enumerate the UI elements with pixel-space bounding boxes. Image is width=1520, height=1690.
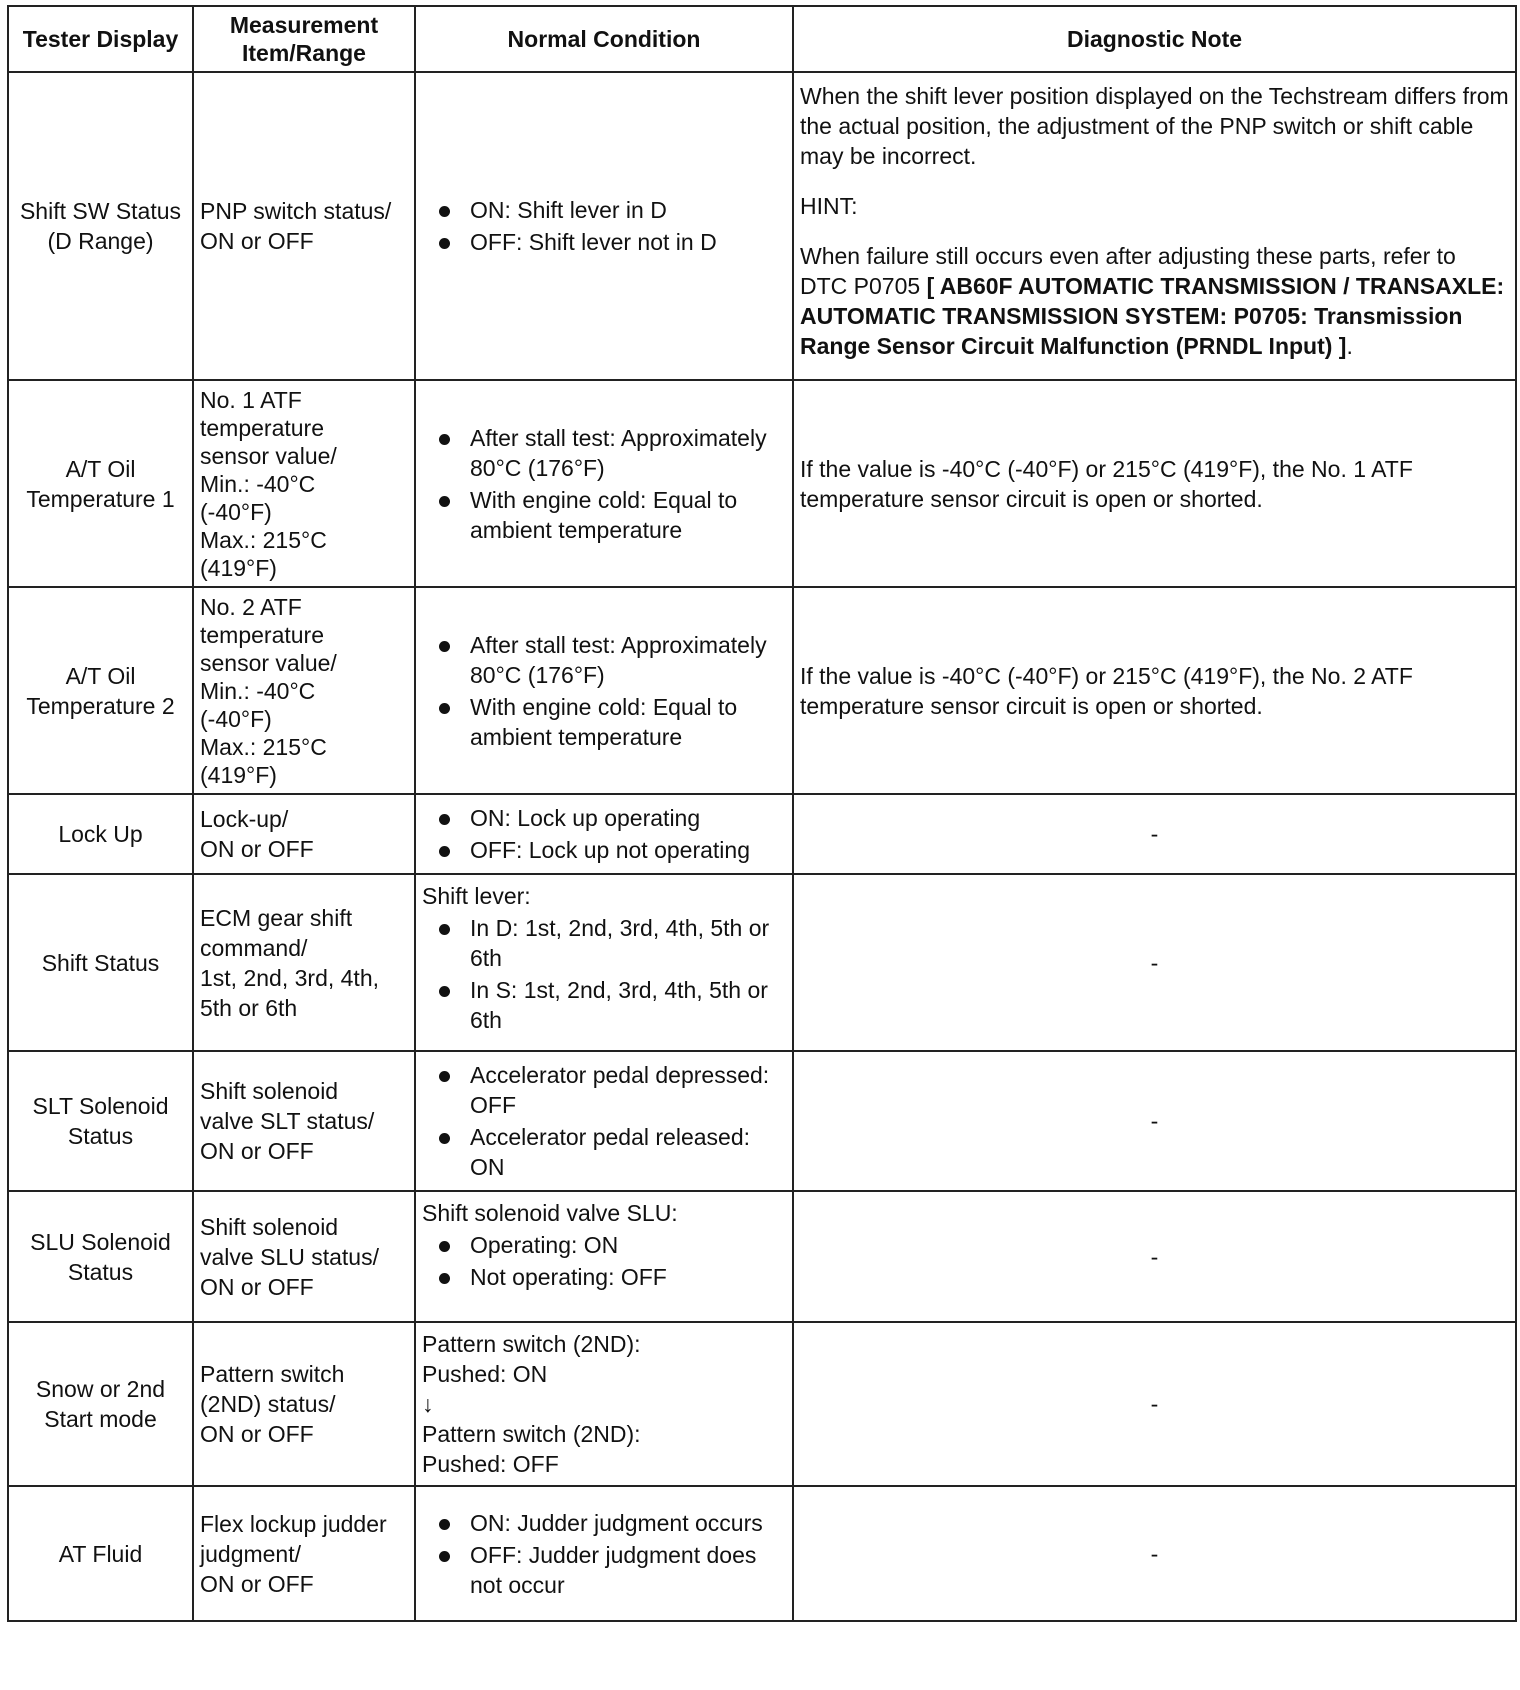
text-line: sensor value/ bbox=[200, 649, 337, 676]
list-item: Not operating: OFF bbox=[422, 1262, 786, 1292]
measurement-cell bbox=[193, 1486, 415, 1621]
measurement-cell bbox=[193, 380, 415, 587]
table-row bbox=[8, 72, 1516, 380]
note-paragraph bbox=[800, 241, 1509, 361]
normal-condition-cell bbox=[415, 1322, 793, 1486]
normal-condition-cell bbox=[415, 1191, 793, 1322]
diagnostic-table bbox=[7, 5, 1517, 1622]
text-line: Shift solenoid bbox=[200, 1078, 339, 1104]
header-measurement: Measurement Item/Range bbox=[193, 6, 415, 72]
text-line: (2ND) status/ bbox=[200, 1391, 336, 1417]
list-item: ON: Shift lever in D bbox=[422, 195, 786, 225]
condition-lead: Shift solenoid valve SLU: bbox=[422, 1200, 678, 1226]
down-arrow-icon: ↓ bbox=[422, 1391, 434, 1417]
text-line: Pattern switch (2ND): bbox=[422, 1421, 641, 1447]
text-line: ECM gear shift bbox=[200, 904, 353, 931]
condition-list bbox=[422, 195, 786, 257]
dtc-reference: [ AB60F AUTOMATIC TRANSMISSION / TRANSAXLE: AUTOMATIC TRANSMISSION SYSTEM: P0705: Transmission Range Sensor Circuit Malfunction (PRNDL Input) ] bbox=[800, 273, 1505, 359]
text-line: (-40°F) bbox=[200, 498, 272, 525]
text-line: Pattern switch bbox=[200, 1361, 345, 1387]
measurement-cell bbox=[193, 874, 415, 1051]
list-item: Operating: ON bbox=[422, 1230, 786, 1260]
header-normal-condition: Normal Condition bbox=[415, 6, 793, 72]
list-item: With engine cold: Equal to ambient temperature bbox=[422, 692, 786, 752]
table-row bbox=[8, 380, 1516, 587]
diagnostic-note-cell: - bbox=[793, 1322, 1516, 1486]
tester-display-cell: Lock Up bbox=[8, 794, 193, 874]
text-line: Pushed: OFF bbox=[422, 1451, 559, 1477]
text-line: No. 1 ATF bbox=[200, 386, 302, 413]
condition-list bbox=[422, 1508, 786, 1600]
header-tester-display: Tester Display bbox=[8, 6, 193, 72]
list-item: Accelerator pedal depressed: OFF bbox=[422, 1060, 786, 1120]
text-line: sensor value/ bbox=[200, 442, 337, 469]
measurement-cell bbox=[193, 587, 415, 794]
diagnostic-note-cell: - bbox=[793, 874, 1516, 1051]
table-row bbox=[8, 794, 1516, 874]
tester-display-cell: SLT Solenoid Status bbox=[8, 1051, 193, 1191]
text-line: Min.: -40°C bbox=[200, 677, 316, 704]
text-line: Flex lockup judder bbox=[200, 1510, 387, 1537]
normal-condition-cell bbox=[415, 874, 793, 1051]
text-line: Shift solenoid bbox=[200, 1213, 339, 1240]
list-item: ON: Lock up operating bbox=[422, 803, 786, 833]
text-line: ON or OFF bbox=[200, 836, 314, 862]
condition-list bbox=[422, 630, 786, 752]
list-item: In S: 1st, 2nd, 3rd, 4th, 5th or 6th bbox=[422, 975, 786, 1035]
header-row bbox=[8, 6, 1516, 72]
text-line: Pushed: ON bbox=[422, 1361, 548, 1387]
condition-list bbox=[422, 1230, 786, 1292]
measurement-cell bbox=[193, 1051, 415, 1191]
normal-condition-cell bbox=[415, 380, 793, 587]
text-line: valve SLU status/ bbox=[200, 1243, 379, 1270]
tester-display-cell: Shift SW Status (D Range) bbox=[8, 72, 193, 380]
list-item: After stall test: Approximately 80°C (176°F) bbox=[422, 630, 786, 690]
normal-condition-cell bbox=[415, 72, 793, 380]
text-line: temperature bbox=[200, 414, 325, 441]
tester-display-cell: Shift Status bbox=[8, 874, 193, 1051]
table-row bbox=[8, 1486, 1516, 1621]
text-line: (419°F) bbox=[200, 554, 277, 581]
text-line: Max.: 215°C bbox=[200, 733, 327, 760]
text-line: valve SLT status/ bbox=[200, 1108, 375, 1134]
measurement-cell bbox=[193, 1191, 415, 1322]
diagnostic-note-cell: - bbox=[793, 1191, 1516, 1322]
note-text: When failure still occurs even after adjusting these parts, refer to DTC P0705 bbox=[800, 243, 1456, 299]
normal-condition-cell bbox=[415, 794, 793, 874]
measurement-cell bbox=[193, 1322, 415, 1486]
text-line: (-40°F) bbox=[200, 705, 272, 732]
condition-list bbox=[422, 1060, 786, 1182]
condition-list bbox=[422, 913, 786, 1035]
note-hint: HINT: bbox=[800, 193, 858, 219]
text-line: ON or OFF bbox=[200, 1421, 314, 1447]
text-line: Lock-up/ bbox=[200, 806, 289, 832]
note-paragraph: When the shift lever position displayed on the Techstream differs from the actual position, the adjustment of the PNP switch or shift cable may be incorrect. bbox=[800, 83, 1509, 169]
text-line: Min.: -40°C bbox=[200, 470, 316, 497]
text-line: Max.: 215°C bbox=[200, 526, 327, 553]
table-row bbox=[8, 874, 1516, 1051]
normal-condition-cell bbox=[415, 1486, 793, 1621]
diagnostic-note-cell bbox=[793, 72, 1516, 380]
diagnostic-note-cell: - bbox=[793, 794, 1516, 874]
text-line: ON or OFF bbox=[200, 1138, 314, 1164]
list-item: OFF: Lock up not operating bbox=[422, 835, 786, 865]
list-item: After stall test: Approximately 80°C (176°F) bbox=[422, 423, 786, 483]
header-diagnostic-note: Diagnostic Note bbox=[793, 6, 1516, 72]
condition-list bbox=[422, 803, 786, 865]
tester-display-cell: A/T Oil Temperature 1 bbox=[8, 380, 193, 587]
diagnostic-note-cell: If the value is -40°C (-40°F) or 215°C (419°F), the No. 1 ATF temperature sensor circuit is open or shorted. bbox=[793, 380, 1516, 587]
text-line: ON or OFF bbox=[200, 1273, 314, 1300]
diagnostic-note-cell: - bbox=[793, 1486, 1516, 1621]
list-item: ON: Judder judgment occurs bbox=[422, 1508, 786, 1538]
diagnostic-note-cell: If the value is -40°C (-40°F) or 215°C (419°F), the No. 2 ATF temperature sensor circuit is open or shorted. bbox=[793, 587, 1516, 794]
tester-display-cell: SLU Solenoid Status bbox=[8, 1191, 193, 1322]
diagnostic-note-cell: - bbox=[793, 1051, 1516, 1191]
text-line: ON or OFF bbox=[200, 1570, 314, 1597]
text-line: (419°F) bbox=[200, 761, 277, 788]
note-text: . bbox=[1346, 333, 1353, 359]
tester-display-cell: AT Fluid bbox=[8, 1486, 193, 1621]
text-line: command/ bbox=[200, 934, 308, 961]
text-line: 1st, 2nd, 3rd, 4th, bbox=[200, 964, 380, 991]
list-item: With engine cold: Equal to ambient temperature bbox=[422, 485, 786, 545]
table-row bbox=[8, 1322, 1516, 1486]
tester-display-cell: Snow or 2nd Start mode bbox=[8, 1322, 193, 1486]
table-row bbox=[8, 1051, 1516, 1191]
text-line: 5th or 6th bbox=[200, 994, 298, 1021]
condition-lead: Shift lever: bbox=[422, 883, 531, 909]
text-line: No. 2 ATF bbox=[200, 593, 302, 620]
table-row bbox=[8, 1191, 1516, 1322]
normal-condition-cell bbox=[415, 587, 793, 794]
table-row bbox=[8, 587, 1516, 794]
text-line: judgment/ bbox=[200, 1540, 302, 1567]
measurement-cell bbox=[193, 794, 415, 874]
normal-condition-cell bbox=[415, 1051, 793, 1191]
list-item: OFF: Shift lever not in D bbox=[422, 227, 786, 257]
list-item: Accelerator pedal released: ON bbox=[422, 1122, 786, 1182]
condition-list bbox=[422, 423, 786, 545]
text-line: temperature bbox=[200, 621, 325, 648]
list-item: In D: 1st, 2nd, 3rd, 4th, 5th or 6th bbox=[422, 913, 786, 973]
list-item: OFF: Judder judgment does not occur bbox=[422, 1540, 786, 1600]
measurement-cell: PNP switch status/ ON or OFF bbox=[193, 72, 415, 380]
tester-display-cell: A/T Oil Temperature 2 bbox=[8, 587, 193, 794]
text-line: Pattern switch (2ND): bbox=[422, 1331, 641, 1357]
